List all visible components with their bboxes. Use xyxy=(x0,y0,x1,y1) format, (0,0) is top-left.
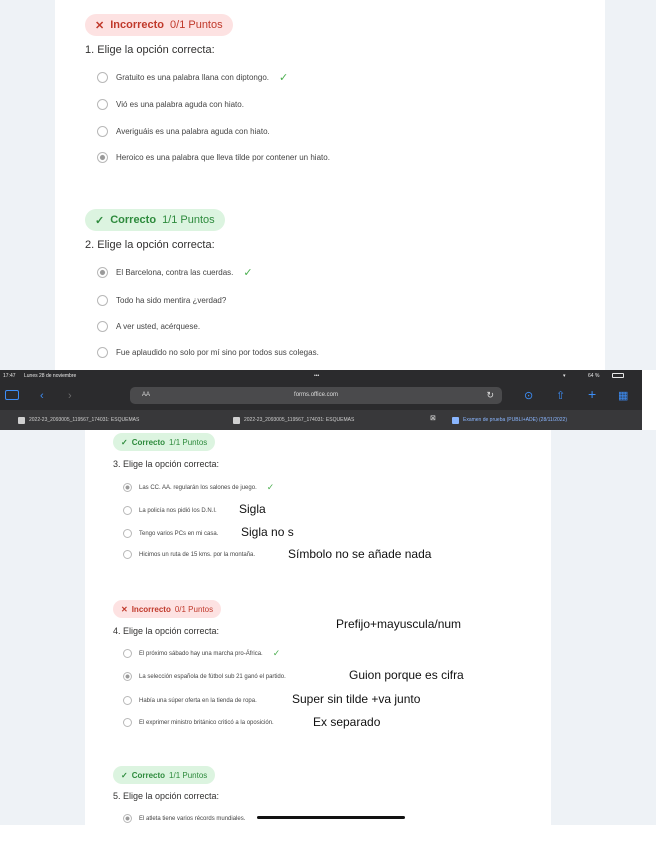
battery-icon xyxy=(612,373,624,378)
result-badge-incorrect xyxy=(113,600,221,618)
tab-overview-icon[interactable]: ▦ xyxy=(618,390,629,402)
answer-option-text: El Barcelona, contra las cuerdas. xyxy=(116,268,234,277)
more-dots-icon[interactable]: ••• xyxy=(314,373,320,379)
tab-title: 2022-23_2093005_119567_174031: ESQUEMAS xyxy=(29,417,140,423)
home-indicator xyxy=(257,816,405,819)
answer-option[interactable] xyxy=(123,718,274,727)
answer-option-text: Hicimos un ruta de 15 kms. por la montaña. xyxy=(139,551,256,558)
url-text: forms.office.com xyxy=(294,392,338,398)
result-badge-incorrect xyxy=(85,14,233,36)
answer-option-text: Heroico es una palabra que lleva tilde por contener un hiato. xyxy=(116,153,330,162)
answer-option-text: Tengo varios PCs en mi casa. xyxy=(139,530,219,537)
download-icon[interactable]: ⊙ xyxy=(524,390,534,402)
status-date: Lunes 28 de noviembre xyxy=(24,373,77,379)
handwritten-note: Prefijo+mayuscula/num xyxy=(336,617,462,631)
answer-option-text: Había una súper oferta en la tienda de ropa. xyxy=(139,697,257,704)
reload-icon[interactable]: ↻ xyxy=(486,390,494,400)
radio-button[interactable] xyxy=(123,529,132,538)
answer-option-selected[interactable] xyxy=(123,672,286,681)
text-size-button[interactable]: AA xyxy=(142,392,151,398)
radio-button-selected[interactable] xyxy=(123,814,132,823)
answer-option-selected[interactable] xyxy=(97,266,253,279)
answer-option[interactable] xyxy=(123,529,218,538)
answer-option-text: Vió es una palabra aguda con hiato. xyxy=(116,100,244,109)
result-points: 1/1 Puntos xyxy=(162,214,215,226)
result-badge-correct xyxy=(85,209,225,231)
answer-option[interactable] xyxy=(97,347,319,358)
answer-option-selected[interactable] xyxy=(97,152,330,163)
answer-option-text: Averiguáis es una palabra aguda con hiato. xyxy=(116,127,270,136)
battery-percent: 64 % xyxy=(588,373,600,379)
radio-button[interactable] xyxy=(97,99,108,110)
answer-option-text: Fue aplaudido no solo por mí sino por todos sus colegas. xyxy=(116,348,319,357)
checkmark-icon: ✓ xyxy=(95,214,105,227)
checkmark-icon: ✓ xyxy=(121,437,128,447)
answer-option-text: El atleta tiene varios récords mundiales. xyxy=(139,815,246,822)
radio-button[interactable] xyxy=(97,347,108,358)
question-title: 3. Elige la opción correcta: xyxy=(113,459,220,469)
radio-button[interactable] xyxy=(97,72,108,83)
status-time: 17:47 xyxy=(3,373,16,379)
radio-button-selected[interactable] xyxy=(97,267,108,278)
browser-tab[interactable] xyxy=(233,413,354,427)
answer-option-text: El exprimer ministro británico criticó a la oposición. xyxy=(139,719,274,726)
handwritten-note: Ex separado xyxy=(313,715,381,729)
radio-button-selected[interactable] xyxy=(97,152,108,163)
result-points: 1/1 Puntos xyxy=(169,437,208,447)
question-title: 2. Elige la opción correcta: xyxy=(85,239,215,251)
answer-option-text: La policía nos pidió los D.N.I. xyxy=(139,507,217,514)
radio-button[interactable] xyxy=(97,295,108,306)
checkmark-icon: ✓ xyxy=(279,72,289,84)
tab-bar xyxy=(0,410,642,430)
tab-title: Examen de prueba (PUBLI+ADE) (28/11/2022) xyxy=(463,417,567,423)
radio-button[interactable] xyxy=(123,718,132,727)
answer-option-text: El próximo sábado hay una marcha pro-África. xyxy=(139,650,263,657)
address-bar[interactable] xyxy=(130,387,502,404)
browser-tab-active[interactable] xyxy=(452,413,567,427)
answer-option[interactable] xyxy=(123,506,217,515)
result-badge-correct xyxy=(113,433,215,451)
answer-option[interactable] xyxy=(97,99,244,110)
handwritten-note: Sigla xyxy=(239,502,266,516)
result-points: 0/1 Puntos xyxy=(174,604,214,614)
result-points: 1/1 Puntos xyxy=(169,770,208,780)
radio-button-selected[interactable] xyxy=(123,672,132,681)
handwritten-note: Guion porque es cifra xyxy=(349,668,464,682)
forward-icon[interactable]: › xyxy=(68,390,72,402)
result-label: Incorrecto xyxy=(110,19,165,31)
radio-button[interactable] xyxy=(123,649,132,658)
answer-option-text: Todo ha sido mentira ¿verdad? xyxy=(116,296,227,305)
answer-option-text: La selección española de fútbol sub 21 ganó el partido. xyxy=(139,673,286,680)
answer-option[interactable] xyxy=(97,71,288,84)
pdf-icon xyxy=(18,417,25,424)
question-title: 5. Elige la opción correcta: xyxy=(113,791,220,801)
handwritten-note: Símbolo no se añade nada xyxy=(288,547,432,561)
tab-title: 2022-23_2093005_119567_174031: ESQUEMAS xyxy=(244,417,355,423)
result-badge-correct xyxy=(113,766,215,784)
pdf-icon xyxy=(233,417,240,424)
result-label: Incorrecto xyxy=(131,604,171,614)
radio-button[interactable] xyxy=(97,126,108,137)
handwritten-note: Super sin tilde +va junto xyxy=(292,692,421,706)
result-label: Correcto xyxy=(131,770,166,780)
answer-option[interactable] xyxy=(97,126,270,137)
result-points: 0/1 Puntos xyxy=(170,19,223,31)
answer-option-selected[interactable] xyxy=(123,482,274,493)
bottom-margin xyxy=(0,825,656,848)
result-label: Correcto xyxy=(110,214,157,226)
question-title: 4. Elige la opción correcta: xyxy=(113,626,220,636)
x-icon: ✕ xyxy=(121,604,128,614)
back-icon[interactable]: ‹ xyxy=(40,390,44,402)
answer-option-text: Las CC. AA. regularán los salones de juego. xyxy=(139,484,257,491)
answer-option-text: Gratuito es una palabra llana con diptongo. xyxy=(116,73,269,82)
checkmark-icon: ✓ xyxy=(243,267,253,279)
forms-icon xyxy=(452,417,459,424)
answer-option[interactable] xyxy=(123,550,255,559)
answer-option[interactable] xyxy=(97,295,226,306)
result-label: Correcto xyxy=(131,437,166,447)
checkmark-icon: ✓ xyxy=(266,482,275,492)
checkmark-icon: ✓ xyxy=(121,770,128,780)
answer-option-text: A ver usted, acérquese. xyxy=(116,322,201,331)
handwritten-note: Sigla no s xyxy=(241,525,294,539)
answer-option[interactable] xyxy=(97,321,200,332)
answer-option-selected[interactable] xyxy=(123,814,245,823)
answer-option[interactable] xyxy=(123,648,280,659)
radio-button-selected[interactable] xyxy=(123,483,132,492)
radio-button[interactable] xyxy=(123,696,132,705)
question-title: 1. Elige la opción correcta: xyxy=(85,44,215,56)
new-tab-icon[interactable]: + xyxy=(588,386,597,402)
radio-button[interactable] xyxy=(123,550,132,559)
browser-toolbar xyxy=(0,382,642,410)
answer-option[interactable] xyxy=(123,696,257,705)
close-tab-icon[interactable]: ⊠ xyxy=(430,415,436,422)
radio-button[interactable] xyxy=(123,506,132,515)
checkmark-icon: ✓ xyxy=(272,648,281,658)
browser-tab[interactable] xyxy=(18,413,139,427)
sidebar-icon[interactable] xyxy=(5,390,19,400)
x-icon: ✕ xyxy=(95,19,105,32)
ipad-status-bar xyxy=(0,370,642,382)
share-icon[interactable]: ⇧ xyxy=(556,390,566,402)
radio-button[interactable] xyxy=(97,321,108,332)
wifi-icon: ▾ xyxy=(563,373,566,379)
